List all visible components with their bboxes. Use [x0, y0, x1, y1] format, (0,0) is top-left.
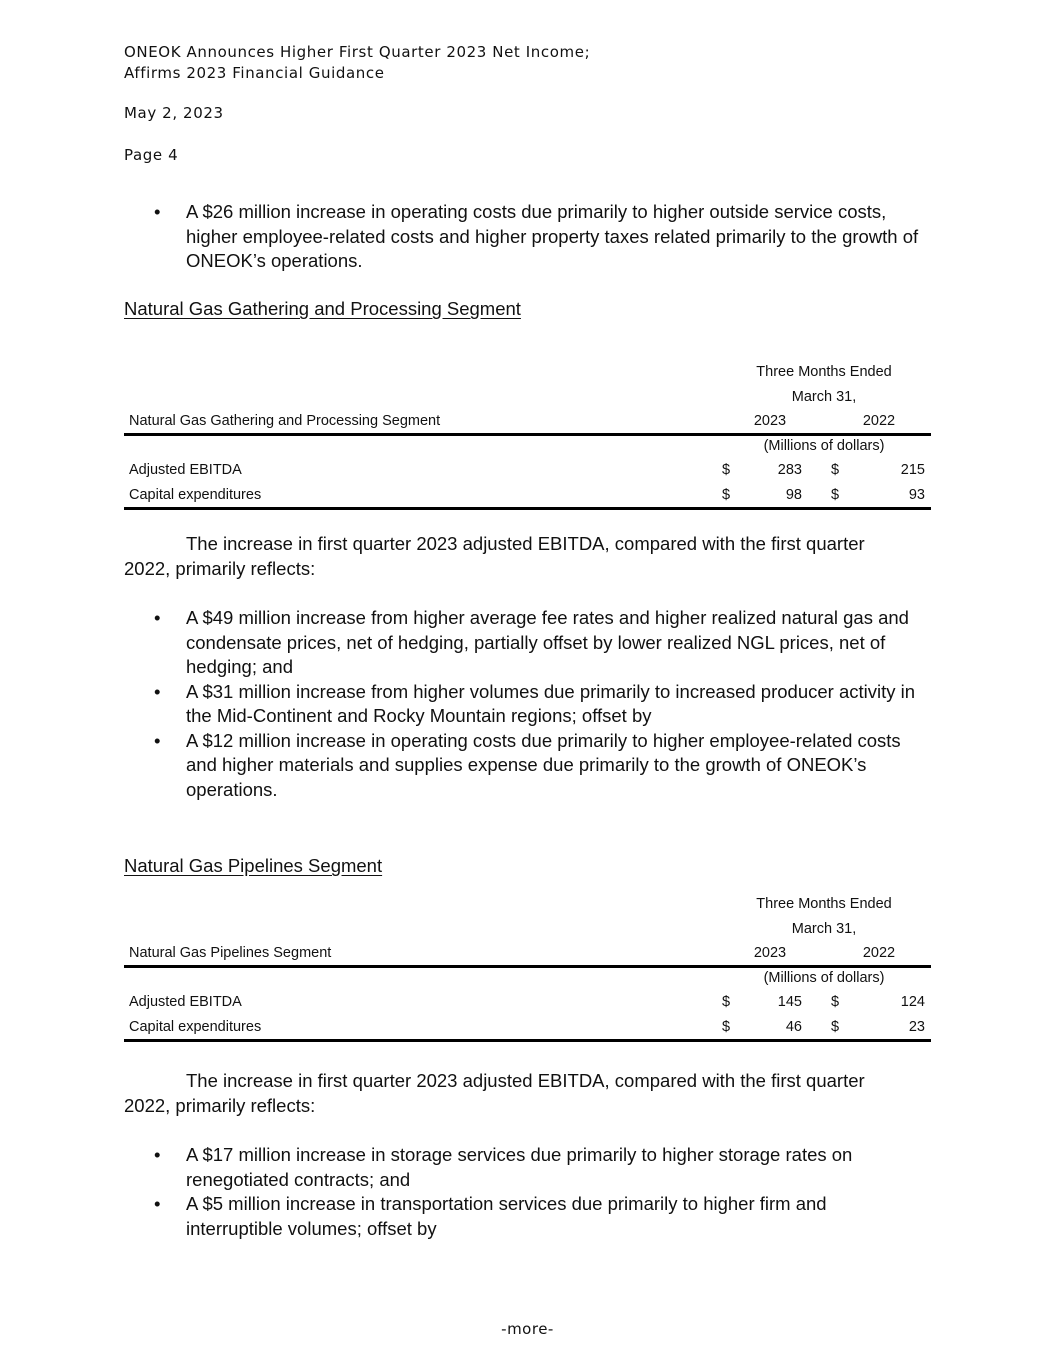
- header-date: May 2, 2023: [124, 104, 224, 122]
- currency-symbol: $: [831, 462, 840, 478]
- row-label: Adjusted EBITDA: [129, 994, 242, 1010]
- value-2022: 124: [900, 994, 925, 1010]
- row-label: Capital expenditures: [129, 1019, 262, 1035]
- table-header-date: March 31,: [791, 389, 857, 405]
- currency-symbol: $: [831, 994, 840, 1010]
- header-title-line1: ONEOK Announces Higher First Quarter 2023 Net Income;: [124, 43, 591, 61]
- value-2023: 98: [785, 487, 802, 503]
- pipelines-paragraph: The increase in first quarter 2023 adjusted EBITDA, compared with the first quarter 2022, primarily reflects:: [124, 1070, 865, 1116]
- currency-symbol: $: [722, 462, 731, 478]
- value-2023: 145: [777, 994, 802, 1010]
- header-title-line2: Affirms 2023 Financial Guidance: [124, 64, 385, 82]
- table-units: (Millions of dollars): [763, 438, 885, 454]
- list-item: • A $17 million increase in storage services due primarily to higher storage rates on renegotiated contracts; and: [124, 1143, 924, 1192]
- currency-symbol: $: [831, 487, 840, 503]
- list-item: • A $12 million increase in operating costs due primarily to higher employee-related costs and higher materials and supplies expense due primarily to the growth of ONEOK’s operations.: [124, 729, 924, 803]
- list-item: • A $26 million increase in operating costs due primarily to higher outside service costs, higher employee-related costs and higher property taxes related primarily to the growth of ONEOK’s operations.: [124, 200, 924, 274]
- row-label: Capital expenditures: [129, 487, 262, 503]
- document-header: [124, 42, 590, 84]
- column-header-2022: 2022: [862, 945, 896, 961]
- currency-symbol: $: [831, 1019, 840, 1035]
- list-item: • A $49 million increase from higher average fee rates and higher realized natural gas and condensate prices, net of hedging, partially offset by lower realized NGL prices, net of hedging; and: [124, 606, 924, 680]
- table-row-label-header: Natural Gas Pipelines Segment: [129, 945, 332, 961]
- currency-symbol: $: [722, 994, 731, 1010]
- section-title-pipelines: Natural Gas Pipelines Segment: [124, 855, 383, 876]
- row-label: Adjusted EBITDA: [129, 462, 242, 478]
- value-2022: 215: [900, 462, 925, 478]
- value-2022: 93: [908, 487, 925, 503]
- currency-symbol: $: [722, 1019, 731, 1035]
- value-2023: 46: [785, 1019, 802, 1035]
- gathering-bullet-list: [124, 606, 924, 802]
- table-header-period: Three Months Ended: [756, 364, 892, 380]
- table-units: (Millions of dollars): [763, 970, 885, 986]
- intro-bullet-list: [124, 200, 924, 274]
- table-header-period: Three Months Ended: [756, 896, 892, 912]
- pipelines-bullet-list: [124, 1143, 924, 1241]
- table-bottom-rule: [124, 1039, 931, 1042]
- list-item: • A $5 million increase in transportation services due primarily to higher firm and interruptible volumes; offset by: [124, 1192, 924, 1241]
- table-bottom-rule: [124, 507, 931, 510]
- list-item: • A $31 million increase from higher volumes due primarily to increased producer activity in the Mid-Continent and Rocky Mountain regions; offset by: [124, 680, 924, 729]
- value-2022: 23: [908, 1019, 925, 1035]
- column-header-2023: 2023: [753, 413, 787, 429]
- column-header-2023: 2023: [753, 945, 787, 961]
- table-header-date: March 31,: [791, 921, 857, 937]
- currency-symbol: $: [722, 487, 731, 503]
- continued-marker: -more-: [501, 1320, 554, 1338]
- gathering-paragraph: The increase in first quarter 2023 adjusted EBITDA, compared with the first quarter 2022, primarily reflects:: [124, 533, 865, 579]
- table-row-label-header: Natural Gas Gathering and Processing Segment: [129, 413, 441, 429]
- value-2023: 283: [777, 462, 802, 478]
- header-page-number: Page 4: [124, 146, 179, 164]
- column-header-2022: 2022: [862, 413, 896, 429]
- section-title-gathering: Natural Gas Gathering and Processing Segment: [124, 298, 521, 319]
- table-header-rule: [124, 433, 931, 436]
- table-header-rule: [124, 965, 931, 968]
